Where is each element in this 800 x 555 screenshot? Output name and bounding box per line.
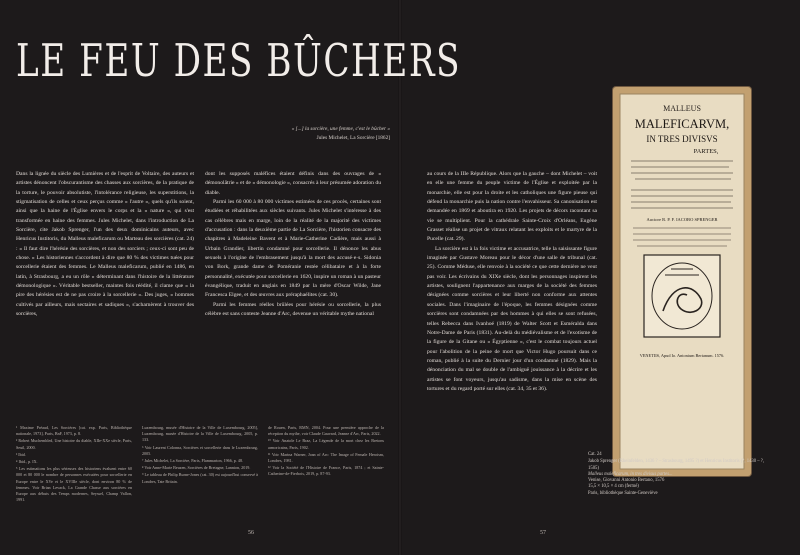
footnotes-column-1 (16, 425, 132, 504)
paragraph: dont les supposés maléfices étaient définis dans des ouvrages de « démonolâtrie » et de « démonologie », consacrés à leur présumée adoration du diable. (205, 171, 381, 196)
epigraph (230, 125, 390, 143)
footnote: ⁴ Ibid., p. IX. (16, 459, 38, 465)
epigraph-quote: « [...] la sorcière, une femme, c'est le bûcher » (291, 126, 390, 132)
plate-author: Auctore R. P. F. IACOBO SPRENGER (646, 217, 718, 222)
plate-title-2: IN TRES DIVISVS (646, 134, 718, 144)
footnote: ⁷ Jules Michelet, La Sorcière, Paris, Flammarion, 1966, p. 48. (142, 458, 244, 464)
page-number-left: 56 (248, 530, 254, 536)
caption-location: Paris, bibliothèque Sainte-Geneviève (588, 490, 658, 496)
paragraph: Dans la lignée du siècle des Lumières et de l'esprit de Voltaire, des auteurs et artistes dénoncent l'obscurantisme des chasses aux sorcières, de la pratique de la torture, le pouvoir absolutiste, l'intolérance religieuse, les superstitions, la stigmatisation de celles et ceux perçus comme « l'autre », quels qu'ils soient, ainsi que la haine de l'Église envers le corps et la « nature », qui s'est transformée en haine des femmes. Jules Michelet, dans l'introduction de La Sorcière, cite Jakob Sprenger, l'un des deux dominicains auteurs, avec Henricus Institoris, du Malleus maleficarum ou Marteau des sorcières (cat. 24) : « Il faut dire l'hérésie des sorcières, et non des sorciers ; ceux-ci sont peu de chose. » Les historiennes s'accordent à dire que 80 % des victimes tuées pour sorcellerie étaient des femmes. Le Malleus maleficarum, publié en 1486, en latin, à Strasbourg, a eu un rôle « déterminant dans l'histoire de la littérature démonologique ». Véritable bestseller, maintes fois réédité, il clame que « la pire des hérésies est de ne pas croire à la sorcellerie ». Des juges, « hommes cultivés par ailleurs, mais sectaires et sadiques », s'acharnèrent à trouver des sorcières, (16, 171, 194, 318)
page-number-right: 57 (540, 530, 546, 536)
footnote: ⁹ Le tableau de Philip Burne-Jones (cat. 30) est aujourd'hui conservé à Londres, Tate Britain. (142, 472, 258, 484)
caption-authors: Jakob Sprenger (Rheinfelden, 1436 ? – Strasbourg, 1495 ?) et Henricus Institoris (?, 1430 – ?, 1505) (588, 459, 765, 471)
paragraph: Parmi les femmes réelles brûlées pour hérésie ou sorcellerie, la plus célèbre est sans conteste Jeanne d'Arc, devenue un véritable mythe national (205, 301, 381, 318)
text-column-3 (427, 170, 597, 394)
figure-caption (588, 452, 768, 497)
footnote: ⁵ Les estimations les plus sérieuses des historiens évaluent entre 60 000 et 80 000 le nombre de personnes exécutées pour sorcellerie en Europe entre le XVe et le XVIIIe siècle, dont environ 80 % de femmes. Voir Brian Levack, La Grande Chasse aux sorcières en Europe aux débuts des Temps modernes, Seyssel, Champ Vallon, 1991. (16, 466, 132, 503)
caption-work-title: Malleus maleficarum, in tres divisus partes... (588, 471, 673, 477)
footnote: ⁸ Voir Anne-Marie Beuzen, Sorcières de Bretagne, Lannion, 2019. (142, 465, 251, 471)
footnote: ¹ Maxime Préaud, Les Sorcières [cat. exp. Paris, Bibliothèque nationale, 1973], Paris, BnF, 1973, p. 8. (16, 425, 132, 437)
footnote: ³ Ibid. (16, 451, 26, 457)
caption-dimensions: 15,5 × 10,5 × 4 cm (fermé) (588, 484, 639, 490)
footnote: de Rouen, Paris, RMN, 2004. Pour une première approche de la réception du mythe, voir Claude Gauvard, Jeanne d'Arc, Paris, 2022. (268, 425, 384, 437)
caption-cat-number: Cat. 24 (588, 452, 602, 457)
paragraph: Parmi les 60 000 à 80 000 victimes estimées de ces procès, certaines sont étudiées et réhabilitées aux siècles suivants. Jules Michelet s'intéresse à des cas célèbres mais en marge, loin de la réalité de la majorité des victimes d'accusation : dans la deuxième partie de La Sorcière, l'historien consacre des chapitres à Madeleine Bavent et à Marie-Catherine Cadière, mais aussi à Urbain Grandier, libertin condamné pour sorcellerie. Il dénonce les abus sexuels à l'origine de l'embrasement jusqu'à la mort des accusé·e·s. Sidonia von Bork, grande dame de Poméranie restée célibataire et à la forte personnalité, exécutée pour sorcellerie en 1620, inspire un roman à un pasteur évangélique, traduit en anglais en 1849 par la mère d'Oscar Wilde, Jane Francesca Elgee, et des œuvres aux préraphaélites (cat. 30). (205, 199, 381, 299)
footnote: ⁶ Voir Laurent Colonna, Sorcières et sorcellerie dans le Luxembourg, 2005. (142, 444, 258, 456)
footnote: ¹² Voir la Société de l'Histoire de France, Paris, 1874 ; et Sainte-Catherine-de-Fierbois, 2019, p. 87-93. (268, 465, 384, 477)
footnote: ² Robert Muchembled, Une histoire du diable, XIIe-XXe siècle, Paris, Seuil, 2000. (16, 438, 132, 450)
plate-imprint: VENETIIS, Apud Io. Antonium Bertanum. 1576. (639, 353, 725, 358)
footnotes-column-2 (142, 425, 258, 486)
footnote: ¹¹ Voir Marina Warner, Joan of Arc: The Image of Female Heroism, Londres, 1981. (268, 451, 384, 464)
plate-header: MALLEUS (663, 104, 701, 113)
footnotes-column-3 (268, 425, 384, 479)
text-column-2 (205, 170, 381, 320)
plate-title-3: PARTES, (693, 148, 719, 155)
plate-title-1: MALEFICARVM, (634, 117, 730, 131)
book-title-page-image (613, 87, 751, 476)
title-page-illustration (613, 87, 751, 476)
footnote: ¹⁰ Voir Anatole Le Braz, La Légende de la mort chez les Bretons armoricains, Paris, 1902. (268, 438, 384, 450)
chapter-title: LE FEU DES BÛCHERS (16, 34, 462, 87)
footnote: Luxembourg, musée d'Histoire de la Ville de Luxembourg, 2005], Luxembourg, musée d'Histoire de la Ville de Luxembourg, 2005, p. 133. (142, 425, 258, 443)
epigraph-attribution: Jules Michelet, La Sorcière [1862] (316, 135, 390, 141)
caption-publication: Venise, Giovanni Antonio Bertano, 1576 (588, 478, 665, 484)
paragraph: au cours de la IIIe République. Alors que la gauche – dont Michelet – voit en elle une femme du peuple victime de l'Église et exploitée par la monarchie, elle est pour la droite et les catholiques une figure pieuse qui défend la monarchie puis la nation contre l'envahisseur. Sa canonisation est demandée en 1869 et aboutira en 1920. Les projets de décors racontant sa vie se multiplient. Pour la cathédrale Sainte-Croix d'Orléans, Eugène Grasset réalise un projet de vitraux relatant les exploits et le martyre de la Pucelle (cat. 29). (427, 171, 597, 243)
paragraph: La sorcière est à la fois victime et accusatrice, telle la saisissante figure imaginée par Gustave Moreau pour le décor d'une salle de tribunal (cat. 25). Comme Méduse, elle renvoie à la société ce que cette dernière ne veut pas voir. Les écrivains du XIXe siècle, dont les personnages inspirent les artistes, soulignent l'appartenance aux marges de la société des femmes désignées comme sorcières et leur liberté non conforme aux attentes sociales. Dans l'imaginaire de l'époque, les femmes désignées comme sorcières sont condamnées par des hommes à qui elles se sont refusées, telles Rebecca dans Ivanhoé (1819) de Walter Scott et Esméralda dans Notre-Dame de Paris (1831). Au-delà du médiévalisme et de l'exotisme de la figure de la Gitane ou « Égyptienne », c'est le combat toujours actuel pour l'abolition de la peine de mort que Victor Hugo poursuit dans ce roman, publié à la suite du Dernier jour d'un condamné (1829). Mais la dénonciation du mal se double de l'ambiguë jouissance à la décrire et les artistes se font voyeurs, jusqu'au sadisme, dans la mise en scène des tortures et du regard porté sur elles (cat. 34, 35 et 36). (427, 245, 597, 392)
text-column-1 (16, 170, 194, 320)
